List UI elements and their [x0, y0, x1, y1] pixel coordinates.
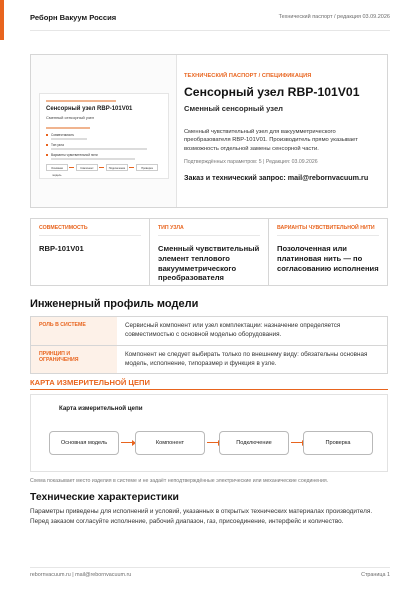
accent-bar: [0, 0, 4, 40]
measurement-chain-diagram: [30, 394, 388, 472]
document-meta: Технический паспорт / редакция 03.09.2026: [278, 14, 390, 20]
preview-text-line: [51, 138, 87, 140]
preview-list-label: Тип узла: [51, 143, 64, 147]
diagram-title: Карта измерительной цепи: [59, 405, 143, 412]
arrow-right-icon: [99, 167, 104, 168]
map-section-label: КАРТА ИЗМЕРИТЕЛЬНОЙ ЦЕПИ: [30, 378, 150, 387]
page-header: [0, 0, 420, 40]
product-subtitle: Сменный сенсорный узел: [184, 104, 283, 113]
spec-grid: [30, 218, 388, 286]
hero-content: [184, 73, 384, 182]
preview-chain: [46, 164, 166, 177]
spec-label: ТИП УЗЛА: [158, 225, 184, 231]
product-description: Сменный чувствительный узел для вакуумметрического преобразователя RBP-101V01. Производитель прямо указывает возможность отдельной замены сенсорной части.: [184, 129, 358, 152]
arrow-right-icon: [121, 442, 135, 443]
chain-node: Компонент: [135, 431, 205, 455]
preview-text-line: [51, 148, 147, 150]
product-params: Подтверждённых параметров: 5 | Редакция: 03.09.2026: [184, 159, 318, 166]
spec-label: СОВМЕСТИМОСТЬ: [39, 225, 88, 231]
product-preview-image: [31, 55, 177, 207]
tech-description: Параметры приведены для исполнений и условий, указанных в открытых технических материалах производителя. Перед заказом согласуйте исполнение, рабочий диапазон, газ, присоединение, интерфейс и количество.: [30, 508, 373, 526]
hero-eyebrow: ТЕХНИЧЕСКИЙ ПАСПОРТ / СПЕЦИФИКАЦИЯ: [184, 73, 312, 79]
spec-compatibility: [31, 219, 149, 285]
spec-unit-type: [149, 219, 268, 285]
preview-breadcrumb: [46, 100, 116, 102]
diagram-note: Схема показывает место изделия в системе и не задаёт неподтверждённые электрические или механические соединения.: [30, 478, 329, 484]
preview-chain-node: Компонент: [76, 164, 98, 171]
spec-divider: [39, 235, 141, 236]
preview-list-label: Совместимость: [51, 133, 75, 137]
preview-title: Сенсорный узел RBP-101V01: [46, 106, 133, 112]
brand-name: Реборн Вакуум Россия: [30, 13, 117, 22]
spec-value: Сменный чувствительный элемент теплового вакуумметрического преобразователя: [158, 244, 260, 283]
chain-node: Подключение: [219, 431, 289, 455]
profile-value: Сервисный компонент или узел комплектации: назначение определяется совместимостью с основной моделью оборудования.: [125, 322, 341, 338]
preview-text-line: [51, 158, 135, 160]
product-title: Сенсорный узел RBP-101V01: [184, 85, 360, 99]
profile-row: [31, 317, 387, 345]
hero-card: [30, 54, 388, 208]
bullet-icon: [46, 144, 48, 146]
spec-divider: [277, 235, 379, 236]
chain-node: Основная модель: [49, 431, 119, 455]
bullet-icon: [46, 134, 48, 136]
spec-filament-variants: [268, 219, 387, 285]
spec-value: RBP-101V01: [39, 244, 84, 253]
footer-contacts: rebornvacuum.ru | mail@rebornvacuum.ru: [30, 572, 132, 578]
arrow-right-icon: [129, 167, 134, 168]
spec-divider: [158, 235, 260, 236]
preview-chain-node: Основная модель: [46, 164, 68, 171]
tech-heading: Технические характеристики: [30, 492, 179, 503]
page-number: Страница 1: [361, 572, 390, 578]
order-contact: Заказ и технический запрос: mail@rebornvacuum.ru: [184, 173, 369, 183]
arrow-right-icon: [69, 167, 74, 168]
profile-key: ПРИНЦИП И ОГРАНИЧЕНИЯ: [31, 346, 117, 373]
profile-row: [31, 345, 387, 373]
preview-section-rule: [46, 127, 90, 129]
preview-chain-node: Проверка: [136, 164, 158, 171]
preview-subtitle: Сменный сенсорный узел: [46, 115, 95, 120]
bullet-icon: [46, 154, 48, 156]
profile-value: Компонент не следует выбирать только по внешнему виду: обязательны основная модель, исполнение, типоразмер и функция в узле.: [125, 351, 368, 367]
header-divider: [30, 30, 390, 31]
spec-label: ВАРИАНТЫ ЧУВСТВИТЕЛЬНОЙ НИТИ: [277, 225, 375, 231]
profile-key: РОЛЬ В СИСТЕМЕ: [31, 317, 117, 345]
spec-value: Позолоченная или платиновая нить — по согласованию исполнения: [277, 244, 379, 273]
map-section-rule: [30, 389, 388, 390]
preview-document: [39, 93, 169, 179]
preview-list-label: Варианты чувствительной нити: [51, 153, 98, 157]
footer-divider: [30, 567, 390, 568]
chain-node: Проверка: [303, 431, 373, 455]
profile-table: [30, 316, 388, 374]
profile-heading: Инженерный профиль модели: [30, 298, 199, 310]
preview-chain-node: Подключение: [106, 164, 128, 171]
